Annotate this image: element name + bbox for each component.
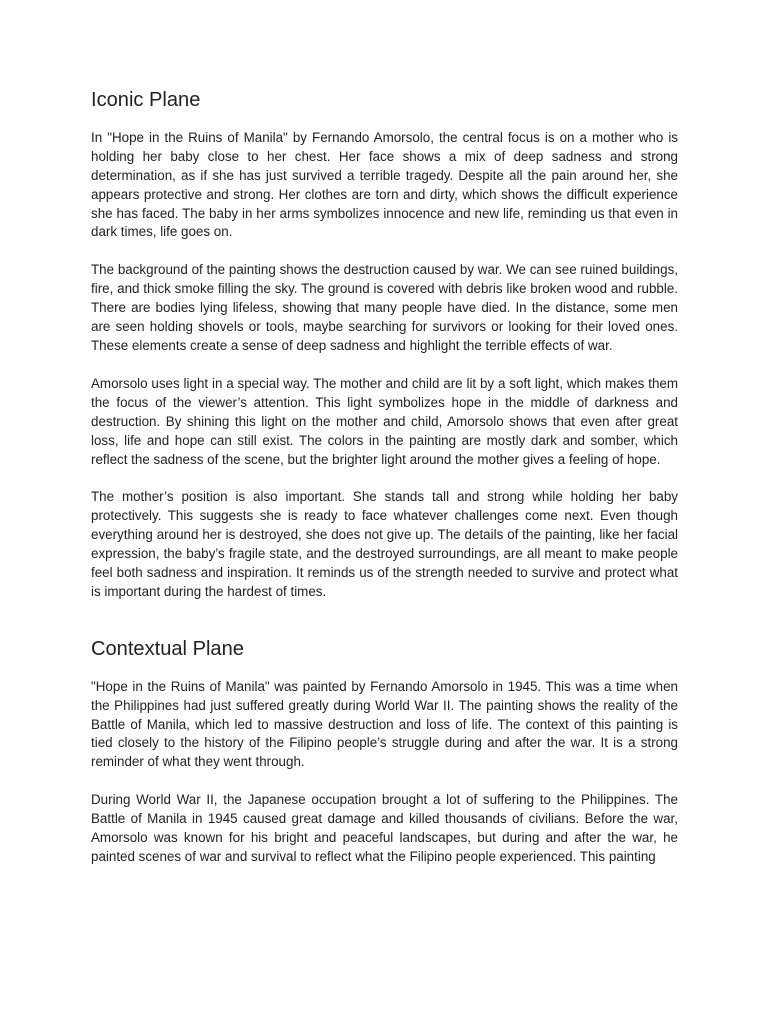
section-heading-iconic-plane: Iconic Plane [91,89,201,111]
spacer [91,659,678,678]
spacer [91,110,678,129]
spacer [91,469,678,488]
paragraph: Amorsolo uses light in a special way. The mother and child are lit by a soft light, which makes them the focus of the viewer’s attention. This light symbolizes hope in the middle of darkness and destruction. By shining this light on the mother and child, Amorsolo shows that even after great loss, life and hope can still exist. The colors in the painting are mostly dark and somber, which reflect the sadness of the scene, but the brighter light around the mother gives a feeling of hope. [91,375,678,467]
paragraph: During World War II, the Japanese occupation brought a lot of suffering to the Philippines. The Battle of Manila in 1945 caused great damage and killed thousands of civilians. Before the war, Amorsolo was known for his bright and peaceful landscapes, but during and after the war, he painted scenes of war and survival to reflect what the Filipino people experienced. This painting [91,792,678,864]
paragraph: The background of the painting shows the destruction caused by war. We can see ruined buildings, fire, and thick smoke filling the sky. The ground is covered with debris like broken wood and rubble. There are bodies lying lifeless, showing that many people have died. In the distance, some men are seen holding shovels or tools, maybe searching for survivors or looking for their loved ones. These elements create a sense of deep sadness and highlight the terrible effects of war. [91,262,678,353]
paragraph: "Hope in the Ruins of Manila" was painted by Fernando Amorsolo in 1945. This was a time when the Philippines had just suffered greatly during World War II. The painting shows the reality of the Battle of Manila, which led to massive destruction and loss of life. The context of this painting is tied closely to the history of the Filipino people’s struggle during and after the war. It is a strong reminder of what they went through. [91,678,678,770]
spacer [91,772,678,791]
spacer [91,242,678,261]
paragraph: The mother’s position is also important. She stands tall and strong while holding her baby protectively. This suggests she is ready to face whatever challenges come next. Even though everything around her is destroyed, she does not give up. The details of the painting, like her facial expression, the baby’s fragile state, and the destroyed surroundings, are all meant to make people feel both sadness and inspiration. It reminds us of the strength needed to survive and protect what is important during the hardest of times. [91,489,678,599]
spacer [91,602,678,640]
section-heading-contextual-plane: Contextual Plane [91,637,244,660]
paragraph: In "Hope in the Ruins of Manila" by Fernando Amorsolo, the central focus is on a mother who is holding her baby close to her chest. Her face shows a mix of deep sadness and strong determination, as if she has just survived a terrible tragedy. Despite all the pain around her, she appears protective and strong. Her clothes are torn and dirty, which shows the difficult experience she has faced. The baby in her arms symbolizes innocence and new life, reminding us that even in dark times, life goes on. [91,129,678,240]
document-page [91,91,678,867]
spacer [91,356,678,375]
